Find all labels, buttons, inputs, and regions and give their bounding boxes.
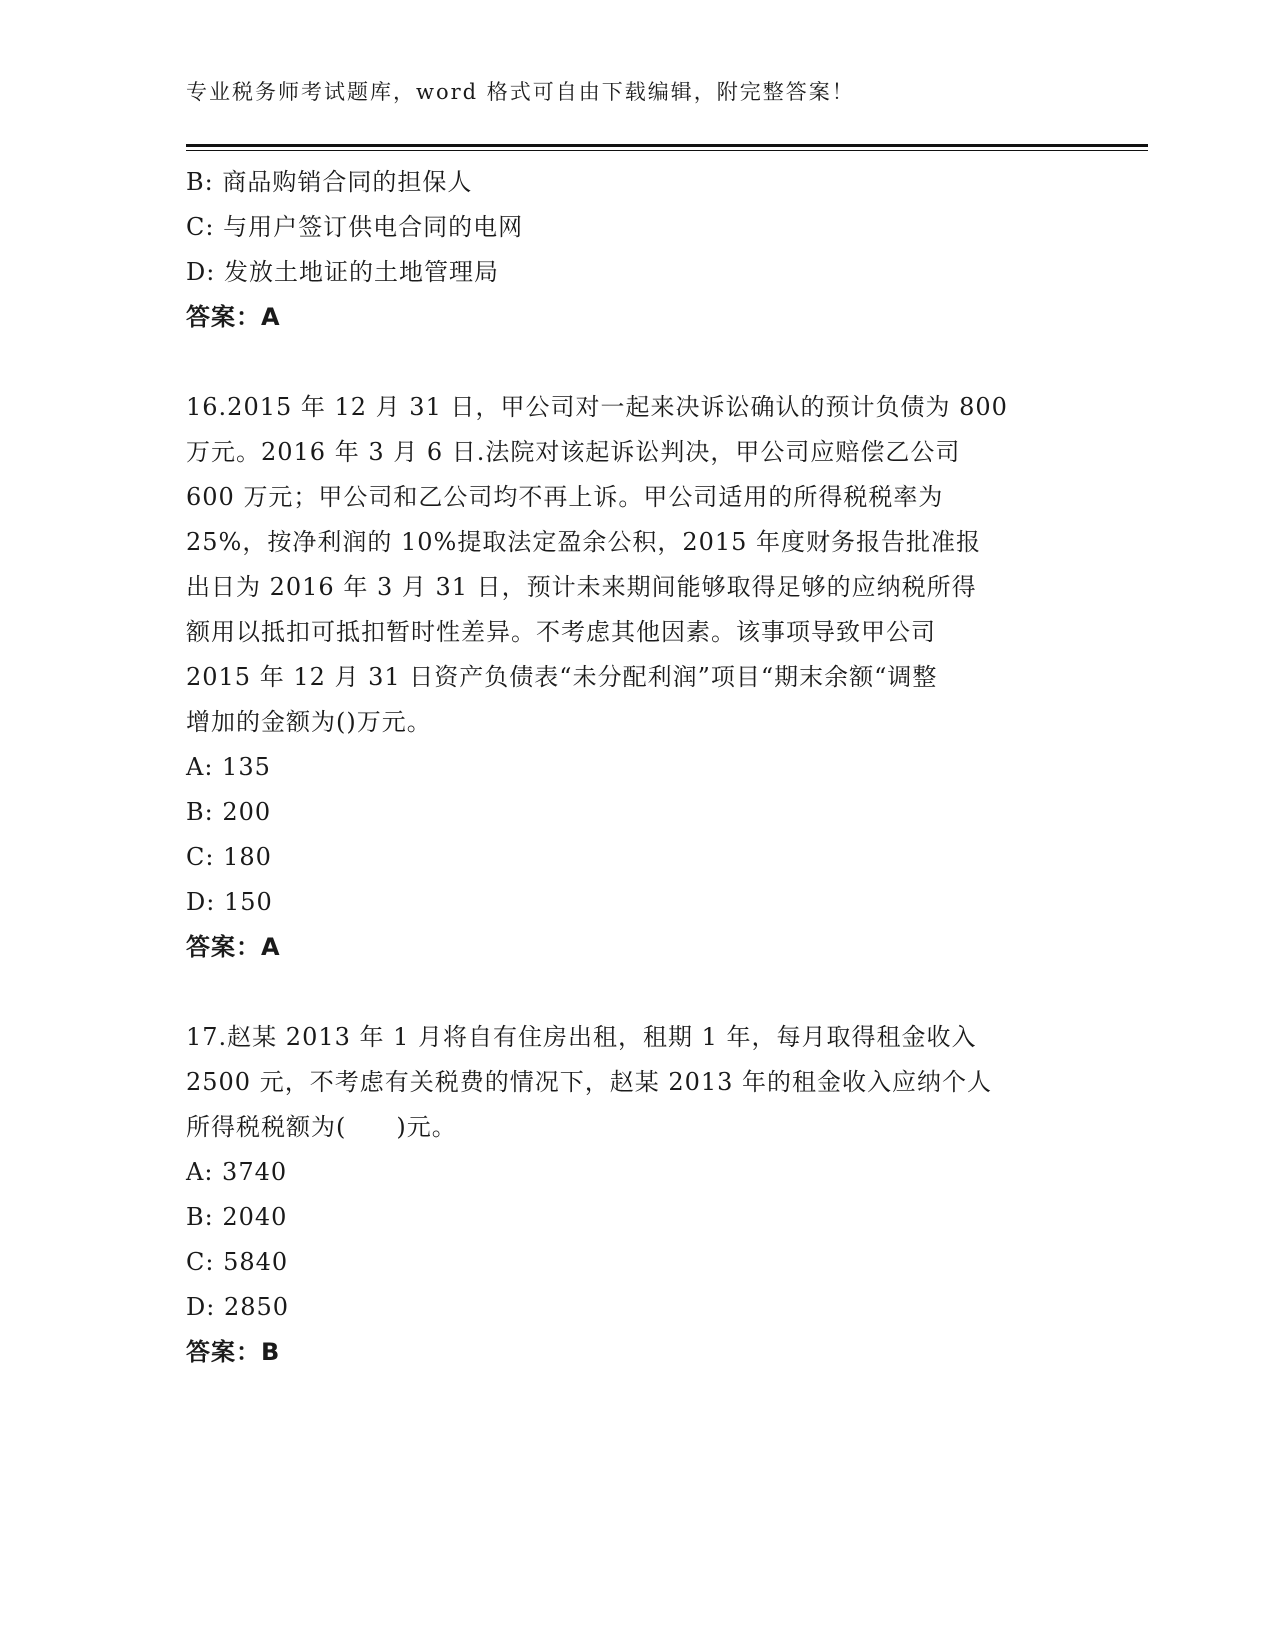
page-header: 专业税务师考试题库，word 格式可自由下载编辑，附完整答案！ bbox=[186, 80, 855, 104]
question-16-text-line: 额用以抵扣可抵扣暂时性差异。不考虑其他因素。该事项导致甲公司 bbox=[186, 618, 936, 646]
answer-line: 答案：A bbox=[186, 933, 281, 961]
answer-line: 答案：A bbox=[186, 303, 281, 331]
question-16-text-line: 增加的金额为()万元。 bbox=[186, 708, 432, 736]
spacer bbox=[186, 970, 1086, 1015]
question-16-text-line: 600 万元；甲公司和乙公司均不再上诉。甲公司适用的所得税税率为 bbox=[186, 483, 944, 511]
question-16-text-line: 2015 年 12 月 31 日资产负债表“未分配利润”项目“期末余额“调整 bbox=[186, 663, 938, 691]
question-17-block bbox=[186, 1015, 1086, 1375]
question-17-text-line: 17.赵某 2013 年 1 月将自有住房出租，租期 1 年，每月取得租金收入 bbox=[186, 1023, 977, 1051]
answer-line: 答案：B bbox=[186, 1338, 281, 1366]
prev-question-block bbox=[186, 160, 1086, 340]
option-d: D: 150 bbox=[186, 888, 273, 916]
option-b: B: 2040 bbox=[186, 1203, 288, 1231]
question-16-text-line: 16.2015 年 12 月 31 日，甲公司对一起来决诉讼确认的预计负债为 800 bbox=[186, 393, 1008, 421]
header-rule-thick bbox=[186, 144, 1148, 147]
option-a: A: 135 bbox=[186, 753, 271, 781]
question-16-block bbox=[186, 385, 1086, 970]
option-a: A: 3740 bbox=[186, 1158, 288, 1186]
spacer bbox=[186, 340, 1086, 385]
option-c: C: 5840 bbox=[186, 1248, 289, 1276]
question-16-text-line: 25%，按净利润的 10%提取法定盈余公积，2015 年度财务报告批准报 bbox=[186, 528, 982, 556]
option-d: D: 2850 bbox=[186, 1293, 290, 1321]
question-17-text-line: 所得税税额为( )元。 bbox=[186, 1113, 457, 1141]
header-rule-thin bbox=[186, 150, 1148, 151]
question-16-text-line: 出日为 2016 年 3 月 31 日，预计未来期间能够取得足够的应纳税所得 bbox=[186, 573, 977, 601]
question-16-text-line: 万元。2016 年 3 月 6 日.法院对该起诉讼判决，甲公司应赔偿乙公司 bbox=[186, 438, 961, 466]
option-c: C: 180 bbox=[186, 843, 272, 871]
option-d: D: 发放土地证的土地管理局 bbox=[186, 258, 499, 286]
question-17-text-line: 2500 元，不考虑有关税费的情况下，赵某 2013 年的租金收入应纳个人 bbox=[186, 1068, 993, 1096]
option-b: B: 200 bbox=[186, 798, 272, 826]
question-content bbox=[186, 160, 1086, 1375]
option-c: C: 与用户签订供电合同的电网 bbox=[186, 213, 524, 241]
option-b: B: 商品购销合同的担保人 bbox=[186, 168, 473, 196]
